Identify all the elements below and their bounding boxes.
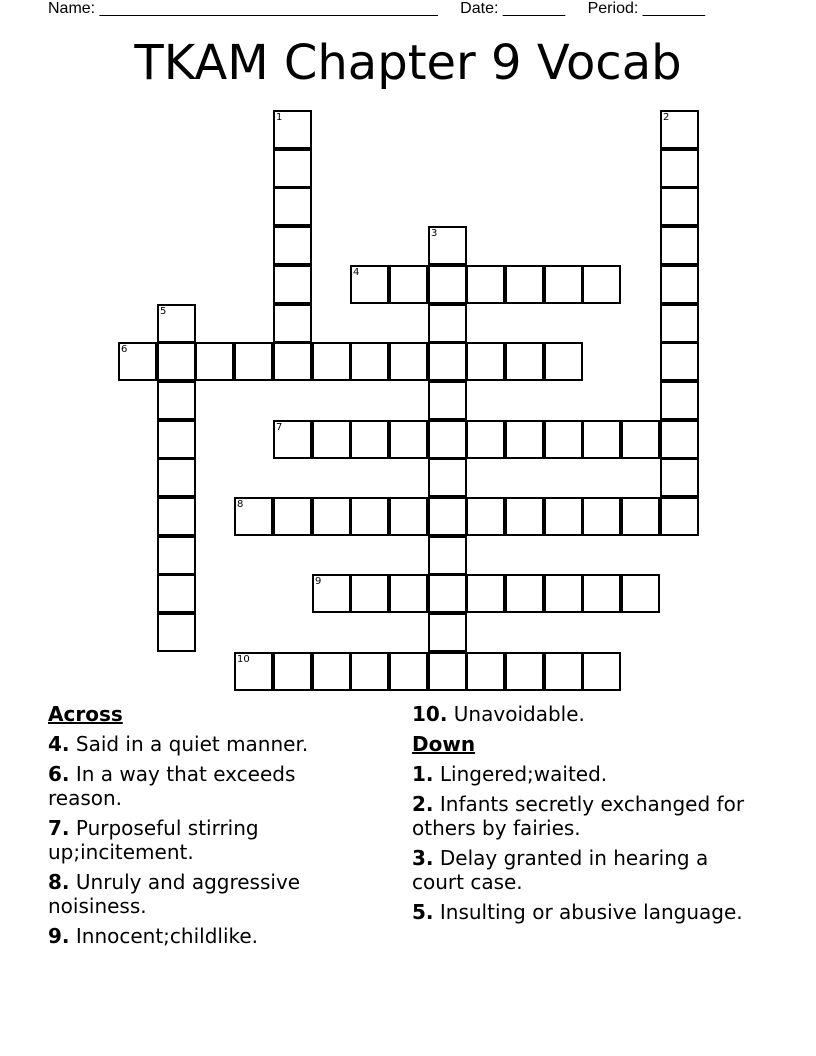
grid-cell[interactable] <box>312 420 351 459</box>
grid-cell[interactable] <box>428 265 467 304</box>
grid-cell[interactable] <box>428 304 467 343</box>
clue-text: In a way that exceeds reason. <box>48 762 296 810</box>
clue-number: 10. <box>412 702 448 726</box>
grid-cell[interactable] <box>466 497 505 536</box>
grid-cell[interactable] <box>350 574 389 613</box>
down-heading: Down <box>412 732 476 756</box>
grid-cell[interactable] <box>312 652 351 691</box>
clues-left-column <box>48 702 368 954</box>
cell-number: 1 <box>276 112 283 123</box>
date-field[interactable]: Date: _______ <box>460 0 566 17</box>
clue-down-2 <box>412 792 762 840</box>
grid-cell[interactable] <box>157 420 196 459</box>
clue-number: 7. <box>48 816 70 840</box>
clue-text: Insulting or abusive language. <box>439 900 743 924</box>
grid-cell[interactable] <box>389 652 428 691</box>
grid-cell[interactable] <box>157 381 196 420</box>
grid-cell[interactable] <box>350 420 389 459</box>
grid-cell[interactable] <box>428 226 467 265</box>
cell-number: 4 <box>353 267 360 278</box>
grid-cell[interactable] <box>389 342 428 381</box>
grid-cell[interactable] <box>660 226 699 265</box>
grid-cell[interactable] <box>660 497 699 536</box>
clues-right-column <box>412 702 762 930</box>
grid-cell[interactable] <box>428 574 467 613</box>
grid-cell[interactable] <box>544 265 583 304</box>
grid-cell[interactable] <box>544 497 583 536</box>
grid-cell[interactable] <box>660 110 699 149</box>
grid-cell[interactable] <box>505 497 544 536</box>
grid-cell[interactable] <box>466 420 505 459</box>
clue-across-8 <box>48 870 368 918</box>
clue-number: 4. <box>48 732 70 756</box>
grid-cell[interactable] <box>544 574 583 613</box>
cell-number: 5 <box>160 306 167 317</box>
clue-number: 2. <box>412 792 434 816</box>
grid-cell[interactable] <box>234 652 273 691</box>
grid-cell[interactable] <box>157 574 196 613</box>
grid-cell[interactable] <box>389 265 428 304</box>
cell-number: 3 <box>431 228 438 239</box>
clue-number: 6. <box>48 762 70 786</box>
grid-cell[interactable] <box>157 458 196 497</box>
grid-cell[interactable] <box>157 536 196 575</box>
grid-cell[interactable] <box>118 342 157 381</box>
grid-cell[interactable] <box>312 574 351 613</box>
clue-text: Lingered;waited. <box>439 762 608 786</box>
grid-cell[interactable] <box>544 652 583 691</box>
clue-text: Said in a quiet manner. <box>75 732 309 756</box>
grid-cell[interactable] <box>621 420 660 459</box>
grid-cell[interactable] <box>428 613 467 652</box>
grid-cell[interactable] <box>428 458 467 497</box>
grid-cell[interactable] <box>273 420 312 459</box>
grid-cell[interactable] <box>234 497 273 536</box>
grid-cell[interactable] <box>273 497 312 536</box>
clue-number: 5. <box>412 900 434 924</box>
grid-cell[interactable] <box>428 536 467 575</box>
clue-number: 3. <box>412 846 434 870</box>
grid-cell[interactable] <box>582 574 621 613</box>
clue-number: 1. <box>412 762 434 786</box>
puzzle-title: TKAM Chapter 9 Vocab <box>134 35 682 91</box>
grid-cell[interactable] <box>157 497 196 536</box>
grid-cell[interactable] <box>466 342 505 381</box>
cell-number: 2 <box>663 112 670 123</box>
grid-cell[interactable] <box>389 574 428 613</box>
grid-cell[interactable] <box>660 265 699 304</box>
grid-cell[interactable] <box>389 497 428 536</box>
clue-across-9 <box>48 924 368 948</box>
grid-cell[interactable] <box>428 652 467 691</box>
grid-cell[interactable] <box>621 497 660 536</box>
grid-cell[interactable] <box>157 304 196 343</box>
grid-cell[interactable] <box>273 342 312 381</box>
grid-cell[interactable] <box>544 342 583 381</box>
name-field[interactable]: Name: ______________________________________ <box>48 0 438 17</box>
grid-cell[interactable] <box>660 458 699 497</box>
grid-cell[interactable] <box>273 652 312 691</box>
clue-text: Unavoidable. <box>453 702 585 726</box>
grid-cell[interactable] <box>157 342 196 381</box>
grid-cell[interactable] <box>466 652 505 691</box>
grid-cell[interactable] <box>621 574 660 613</box>
grid-cell[interactable] <box>428 497 467 536</box>
clue-text: Delay granted in hearing a court case. <box>412 846 709 894</box>
grid-cell[interactable] <box>505 574 544 613</box>
clue-number: 9. <box>48 924 70 948</box>
grid-cell[interactable] <box>505 342 544 381</box>
grid-cell[interactable] <box>505 652 544 691</box>
clue-number: 8. <box>48 870 70 894</box>
grid-cell[interactable] <box>505 420 544 459</box>
grid-cell[interactable] <box>350 497 389 536</box>
grid-cell[interactable] <box>660 342 699 381</box>
period-field[interactable]: Period: _______ <box>587 0 706 17</box>
grid-cell[interactable] <box>157 613 196 652</box>
grid-cell[interactable] <box>660 149 699 188</box>
grid-cell[interactable] <box>660 304 699 343</box>
grid-cell[interactable] <box>350 265 389 304</box>
grid-cell[interactable] <box>582 652 621 691</box>
grid-cell[interactable] <box>273 304 312 343</box>
clue-down-3 <box>412 846 762 894</box>
grid-cell[interactable] <box>428 342 467 381</box>
grid-cell[interactable] <box>312 497 351 536</box>
clue-down-5 <box>412 900 762 924</box>
clue-down-1 <box>412 762 762 786</box>
clue-across-4 <box>48 732 368 756</box>
grid-cell[interactable] <box>234 342 273 381</box>
grid-cell[interactable] <box>350 342 389 381</box>
grid-cell[interactable] <box>273 149 312 188</box>
cell-number: 8 <box>237 499 244 510</box>
clue-across-6 <box>48 762 368 810</box>
grid-cell[interactable] <box>428 381 467 420</box>
grid-cell[interactable] <box>350 652 389 691</box>
grid-cell[interactable] <box>273 187 312 226</box>
grid-cell[interactable] <box>505 265 544 304</box>
grid-cell[interactable] <box>195 342 234 381</box>
clue-text: Unruly and aggressive noisiness. <box>48 870 301 918</box>
grid-cell[interactable] <box>582 265 621 304</box>
cell-number: 10 <box>237 654 250 665</box>
grid-cell[interactable] <box>273 226 312 265</box>
grid-cell[interactable] <box>273 110 312 149</box>
cell-number: 7 <box>276 422 283 433</box>
clue-across-10 <box>412 702 762 726</box>
grid-cell[interactable] <box>660 381 699 420</box>
grid-cell[interactable] <box>660 420 699 459</box>
clue-text: Purposeful stirring up;incitement. <box>48 816 259 864</box>
clue-across-7 <box>48 816 368 864</box>
grid-cell[interactable] <box>312 342 351 381</box>
grid-cell[interactable] <box>660 187 699 226</box>
clue-text: Infants secretly exchanged for others by fairies. <box>412 792 745 840</box>
grid-cell[interactable] <box>582 497 621 536</box>
grid-cell[interactable] <box>273 265 312 304</box>
grid-cell[interactable] <box>582 420 621 459</box>
grid-cell[interactable] <box>389 420 428 459</box>
cell-number: 6 <box>121 344 128 355</box>
across-heading: Across <box>48 702 123 726</box>
grid-cell[interactable] <box>544 420 583 459</box>
clue-text: Innocent;childlike. <box>75 924 259 948</box>
grid-cell[interactable] <box>466 574 505 613</box>
grid-cell[interactable] <box>466 265 505 304</box>
grid-cell[interactable] <box>428 420 467 459</box>
cell-number: 9 <box>315 576 322 587</box>
